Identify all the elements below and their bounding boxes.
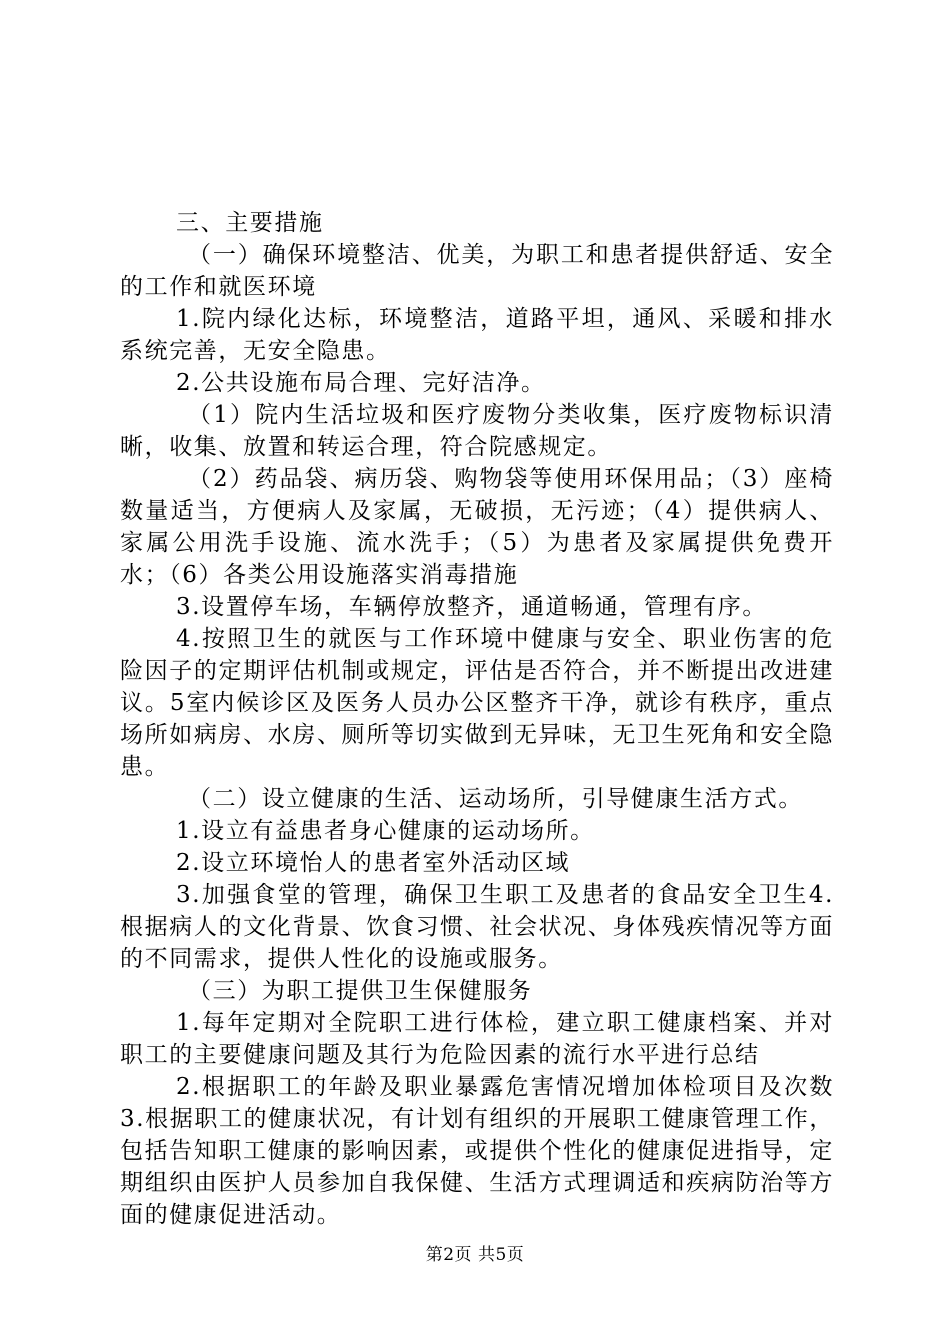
page-number: 第2页 共5页 bbox=[425, 1245, 525, 1265]
subsection-heading: （一）确保环境整洁、优美，为职工和患者提供舒适、安全的工作和就医环境 bbox=[120, 242, 834, 300]
paragraph: 1.院内绿化达标，环境整洁，道路平坦，通风、采暖和排水系统完善，无安全隐患。 bbox=[120, 306, 834, 364]
paragraph: 1.每年定期对全院职工进行体检，建立职工健康档案、并对职工的主要健康问题及其行为危险因素的流行水平进行总结 bbox=[120, 1010, 834, 1068]
paragraph: （1）院内生活垃圾和医疗废物分类收集，医疗废物标识清晰，收集、放置和转运合理，符合院感规定。 bbox=[120, 402, 834, 460]
paragraph: 2.公共设施布局合理、完好洁净。 bbox=[176, 370, 546, 396]
paragraph: 1.设立有益患者身心健康的运动场所。 bbox=[176, 818, 595, 844]
paragraph: 3.设置停车场，车辆停放整齐，通道畅通，管理有序。 bbox=[176, 594, 767, 620]
section-heading: 三、主要措施 bbox=[176, 210, 324, 236]
subsection-heading: （三）为职工提供卫生保健服务 bbox=[188, 978, 533, 1004]
subsection-heading: （二）设立健康的生活、运动场所，引导健康生活方式。 bbox=[188, 786, 803, 812]
document-body bbox=[120, 207, 834, 1231]
paragraph: 3.加强食堂的管理，确保卫生职工及患者的食品安全卫生4.根据病人的文化背景、饮食习惯、社会状况、身体残疾情况等方面的不同需求，提供人性化的设施或服务。 bbox=[120, 882, 834, 972]
paragraph: 2.根据职工的年龄及职业暴露危害情况增加体检项目及次数3.根据职工的健康状况，有计划有组织的开展职工健康管理工作，包括告知职工健康的影响因素，或提供个性化的健康促进指导，定期组织由医护人员参加自我保健、生活方式理调适和疾病防治等方面的健康促进活动。 bbox=[120, 1074, 834, 1228]
paragraph: （2）药品袋、病历袋、购物袋等使用环保用品；（3）座椅数量适当，方便病人及家属，无破损，无污迹；（4）提供病人、家属公用洗手设施、流水洗手；（5）为患者及家属提供免费开水；（6）各类公用设施落实消毒措施 bbox=[120, 466, 834, 588]
paragraph: 2.设立环境怡人的患者室外活动区域 bbox=[176, 850, 571, 876]
page-footer bbox=[0, 1244, 950, 1266]
paragraph: 4.按照卫生的就医与工作环境中健康与安全、职业伤害的危险因子的定期评估机制或规定，评估是否符合，并不断提出改进建议。5室内候诊区及医务人员办公区整齐干净，就诊有秩序，重点场所如病房、水房、厕所等切实做到无异味，无卫生死角和安全隐患。 bbox=[120, 626, 834, 780]
